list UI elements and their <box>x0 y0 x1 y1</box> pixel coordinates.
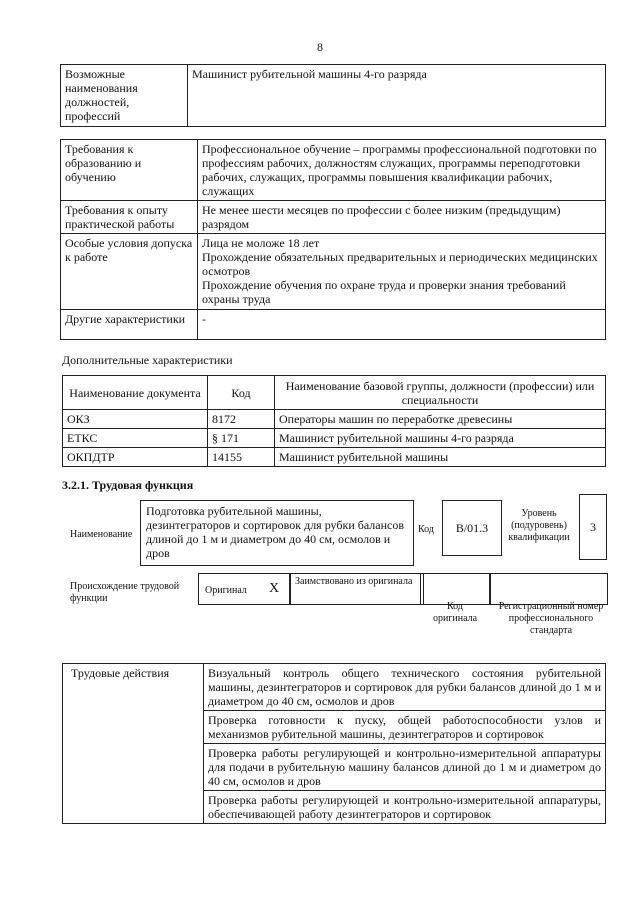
actions-label: Трудовые действия <box>63 664 204 824</box>
add-cell: Машинист рубительной машины 4-го разряда <box>275 429 606 448</box>
req-conditions-label: Особые условия допуска к работе <box>61 234 198 310</box>
add-cell: 14155 <box>208 448 275 467</box>
function-code-value: B/01.3 <box>442 500 502 556</box>
requirements-table <box>60 139 606 340</box>
action-item: Визуальный контроль общего технического состояния рубительной машины, дезинтеграторов и сортировок для рубки балансов длиной до 1 м и диаметром до 40 см, осмолов и дров <box>204 664 606 711</box>
origin-borrowed-cell: Заимствовано из оригинала <box>290 573 424 605</box>
add-header-name: Наименование базовой группы, должности (профессии) или специальности <box>275 376 606 410</box>
function-name-value: Подготовка рубительной машины, дезинтеграторов и сортировок для рубки балансов длиной до 1 м и диаметром до 40 см, осмолов и дров <box>140 500 414 566</box>
add-cell: § 171 <box>208 429 275 448</box>
origin-original-cell <box>198 573 290 605</box>
table-row <box>63 410 606 429</box>
add-cell: ОКПДТР <box>63 448 208 467</box>
function-level-label: Уровень (подуровень) квалификации <box>508 508 570 543</box>
req-experience-label: Требования к опыту практической работы <box>61 201 198 234</box>
add-header-code: Код <box>208 376 275 410</box>
page-number: 8 <box>317 40 323 54</box>
add-cell: Операторы машин по переработке древесины <box>275 410 606 429</box>
origin-code-caption: Код оригинала <box>432 601 478 624</box>
position-label: Возможные наименования должностей, профессий <box>61 65 188 127</box>
add-cell: Машинист рубительной машины <box>275 448 606 467</box>
req-other-value: - <box>198 310 606 340</box>
req-experience-value: Не менее шести месяцев по профессии с более низким (предыдущим) разрядом <box>198 201 606 234</box>
position-table <box>60 64 606 127</box>
action-item: Проверка работы регулирующей и контрольно-измерительной аппаратуры, обеспечивающей работу дезинтеграторов и сортировок <box>204 791 606 824</box>
additional-table <box>62 375 606 467</box>
action-item: Проверка работы регулирующей и контрольно-измерительной аппаратуры для подачи в рубительную машину балансов длиной до 1 м и диаметром до 40 см, осмолов и дров <box>204 744 606 791</box>
origin-original-label: Оригинал <box>205 585 247 596</box>
origin-original-mark: X <box>269 581 280 596</box>
reg-number-caption: Регистрационный номер профессионального стандарта <box>498 601 604 636</box>
position-value: Машинист рубительной машины 4-го разряда <box>188 65 606 127</box>
req-conditions-line: Прохождение обязательных предварительных и периодических медицинских осмотров <box>202 250 598 278</box>
req-conditions-line: Прохождение обучения по охране труда и проверки знания требований охраны труда <box>202 278 566 306</box>
function-title: 3.2.1. Трудовая функция <box>62 478 194 492</box>
function-code-label: Код <box>418 524 434 535</box>
function-level-value: 3 <box>579 494 607 560</box>
action-item: Проверка готовности к пуску, общей работоспособности узлов и механизмов рубительной машины, дезинтеграторов и сортировок <box>204 711 606 744</box>
add-header-doc: Наименование документа <box>63 376 208 410</box>
add-cell: 8172 <box>208 410 275 429</box>
additional-title: Дополнительные характеристики <box>62 353 233 367</box>
actions-table <box>62 663 606 824</box>
req-education-value: Профессиональное обучение – программы профессиональной подготовки по профессиям рабочих, должностям служащих, программы переподготовки рабочих, служащих, программы повышения квалификации рабочих, служащих <box>198 140 606 201</box>
table-row <box>63 448 606 467</box>
req-conditions-value <box>198 234 606 310</box>
origin-label: Происхождение трудовой функции <box>70 581 180 604</box>
add-cell: ЕТКС <box>63 429 208 448</box>
req-education-label: Требования к образованию и обучению <box>61 140 198 201</box>
req-other-label: Другие характеристики <box>61 310 198 340</box>
add-cell: ОКЗ <box>63 410 208 429</box>
req-conditions-line: Лица не моложе 18 лет <box>202 236 320 250</box>
function-name-label: Наименование <box>70 529 133 540</box>
table-row <box>63 429 606 448</box>
